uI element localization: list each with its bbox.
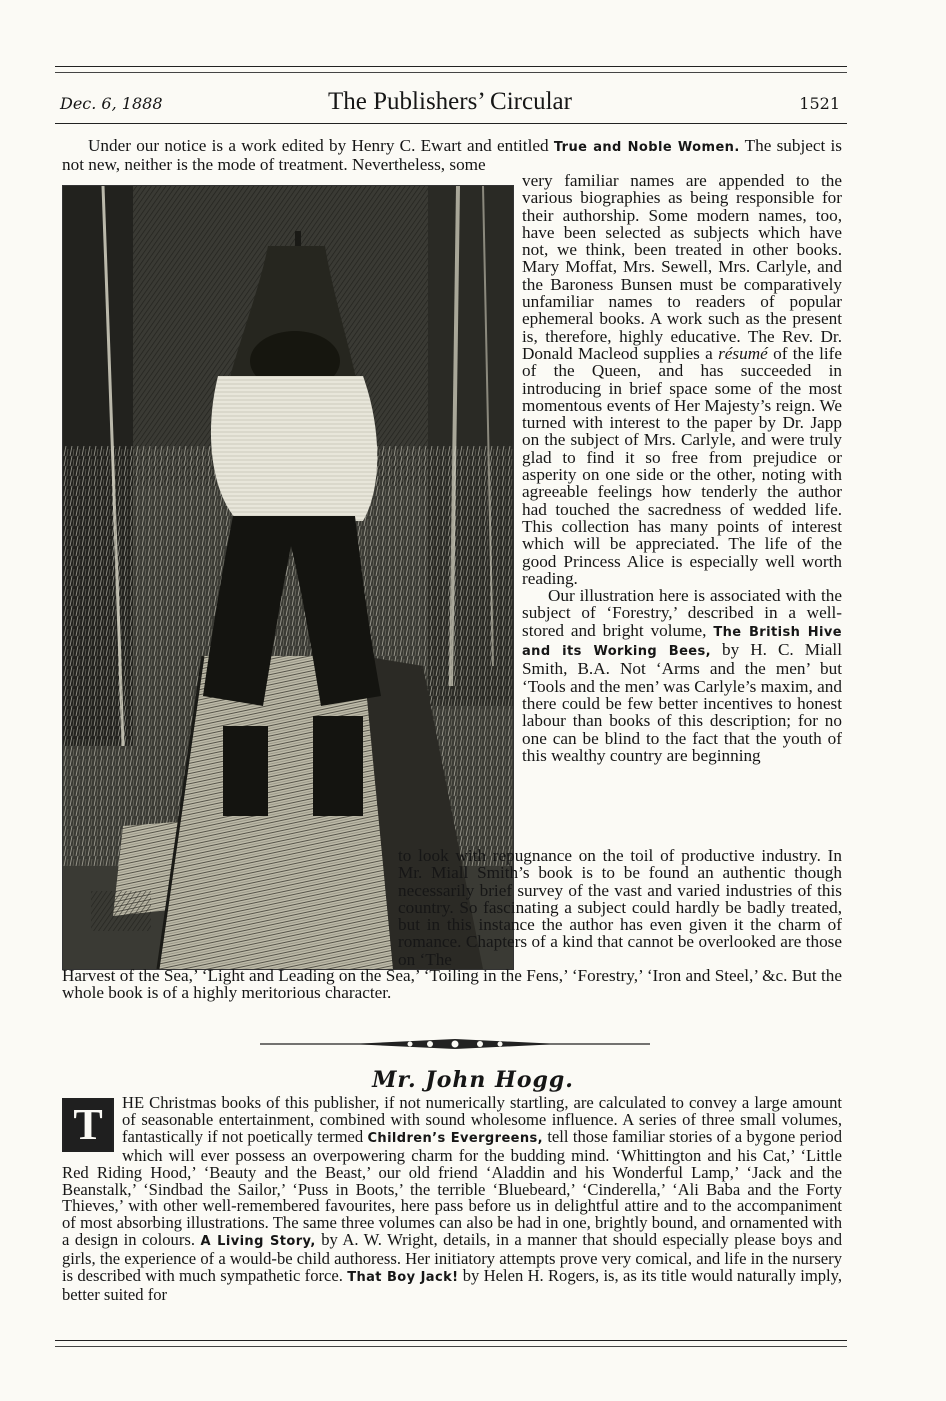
top-rule: [55, 66, 847, 67]
below-text: to look with repugnance on the toil of productive industry. In Mr. Miall Smith’s book is to be found an authentic though necessarily brief survey of the vast and varied industries of this country. So fascinating a subject could hardly be badly treated, but in this instance the author has even given it the charm of romance. Chapters of a kind that cannot be overlooked are those on ‘The: [398, 846, 842, 969]
book-title-british-hive: The British Hive and its Working Bees,: [522, 624, 842, 660]
header-page-number: 1521: [799, 94, 840, 113]
running-header: [60, 88, 840, 118]
intro-text-a: Under our notice is a work edited by Henry C. Ewart and entitled: [88, 136, 554, 155]
header-rule: [55, 123, 847, 124]
book-title-a-living-story: A Living Story,: [200, 1234, 316, 1250]
top-rule-inner: [55, 72, 847, 73]
drop-cap: T: [62, 1098, 114, 1152]
section-text-a: HE Christmas books of this publisher, if not numerically startling, are calculated to convey a large amount of seasonable entertainment, combined with sound wholesome influence. A series of three small volumes, fantastically if not poetically termed: [122, 1093, 842, 1146]
section-text-d: by Helen H. Rogers, is, as its title would naturally imply, better suited for: [62, 1266, 842, 1304]
closing-text: Harvest of the Sea,’ ‘Light and Leading on the Sea,’ ‘Toiling in the Fens,’ ‘Forestry,’ ‘Iron and Steel,’ &c. But the whole book is of a highly meritorious character.: [62, 966, 842, 1003]
column-text-b: of the life of the Queen, and has succeeded in introducing in brief space some of the most momentous events of Her Majesty’s reign. We turned with interest to the paper by Dr. Japp on the subject of Mrs. Carlyle, and were truly glad to find it so free from prejudice or asperity on one side or the other, noting with agreeable feelings how tenderly the author had touched the sacredness of wedded life. This collection has many points of interest which will be appreciated. The life of the good Princess Alice is especially well worth reading.: [522, 343, 843, 588]
column-text-a: very familiar names are appended to the various biographies as being responsible for their authorship. Some modern names, too, have been selected as subjects which have not, we think, been treated in other books. Mary Moffat, Mrs. Sewell, Mrs. Carlyle, and the Baroness Bunsen must be comparatively unfamiliar names to readers of popular ephemeral books. A work such as the present is, therefore, highly educative. The Rev. Dr. Donald Macleod supplies a: [522, 171, 842, 363]
text-below-column: [398, 847, 842, 968]
bottom-rule: [55, 1340, 847, 1341]
article-intro: [62, 137, 842, 174]
right-column: [522, 172, 842, 764]
header-date: Dec. 6, 1888: [60, 94, 163, 113]
section-text-b: tell those familiar stories of a bygone period which will ever possess an overpowering charm for the budding mind. ‘Whittington and his Cat,’ ‘Little Red Riding Hood,’ ‘Beauty and the Beast,’ our old friend ‘Aladdin and his Wonderful Lamp,’ ‘Jack and the Beanstalk,’ ‘Sindbad the Sailor,’ ‘Puss in Boots,’ the terrible ‘Bluebeard,’ ‘Cinderella,’ ‘Ali Baba and the Forty Thieves,’ with other well-remembered favourites, here pass before us in delightful attire and to the accompaniment of most absorbing illustrations. The same three volumes can also be had in one, brightly bound, and ornamented with a design in colours.: [62, 1126, 842, 1250]
header-title: The Publishers’ Circular: [328, 88, 572, 115]
article-closing: [62, 967, 842, 1002]
ornamental-divider: [260, 1038, 650, 1050]
intro-text-b: The subject is not new, neither is the mode of treatment. Nevertheless, some: [62, 136, 842, 175]
section-text-c: by A. W. Wright, details, in a manner that should especially please boys and girls, the experience of a would-be child authoress. Her initiatory attempts prove very comical, and life in the nursery is described with much sympathetic force.: [62, 1230, 842, 1286]
bottom-rule-inner: [55, 1346, 847, 1347]
column-text-d: by H. C. Miall Smith, B.A. Not ‘Arms and the men’ but ‘Tools and the men’ was Carlyle’s maxim, and there could be few better incentives to honest labour than books of this description; for no one can be blind to the fact that the youth of this wealthy country are beginning: [522, 640, 842, 765]
term-resume: résumé: [718, 343, 768, 363]
book-title-true-and-noble-women: True and Noble Women.: [553, 140, 740, 155]
book-title-that-boy-jack: That Boy Jack!: [347, 1270, 459, 1286]
column-text-c: Our illustration here is associated with the subject of ‘Forestry,’ described in a well-stored and bright volume,: [522, 586, 842, 640]
book-title-childrens-evergreens: Children’s Evergreens,: [367, 1130, 544, 1146]
section-title: Mr. John Hogg.: [372, 1067, 574, 1093]
section-body: [62, 1095, 842, 1304]
